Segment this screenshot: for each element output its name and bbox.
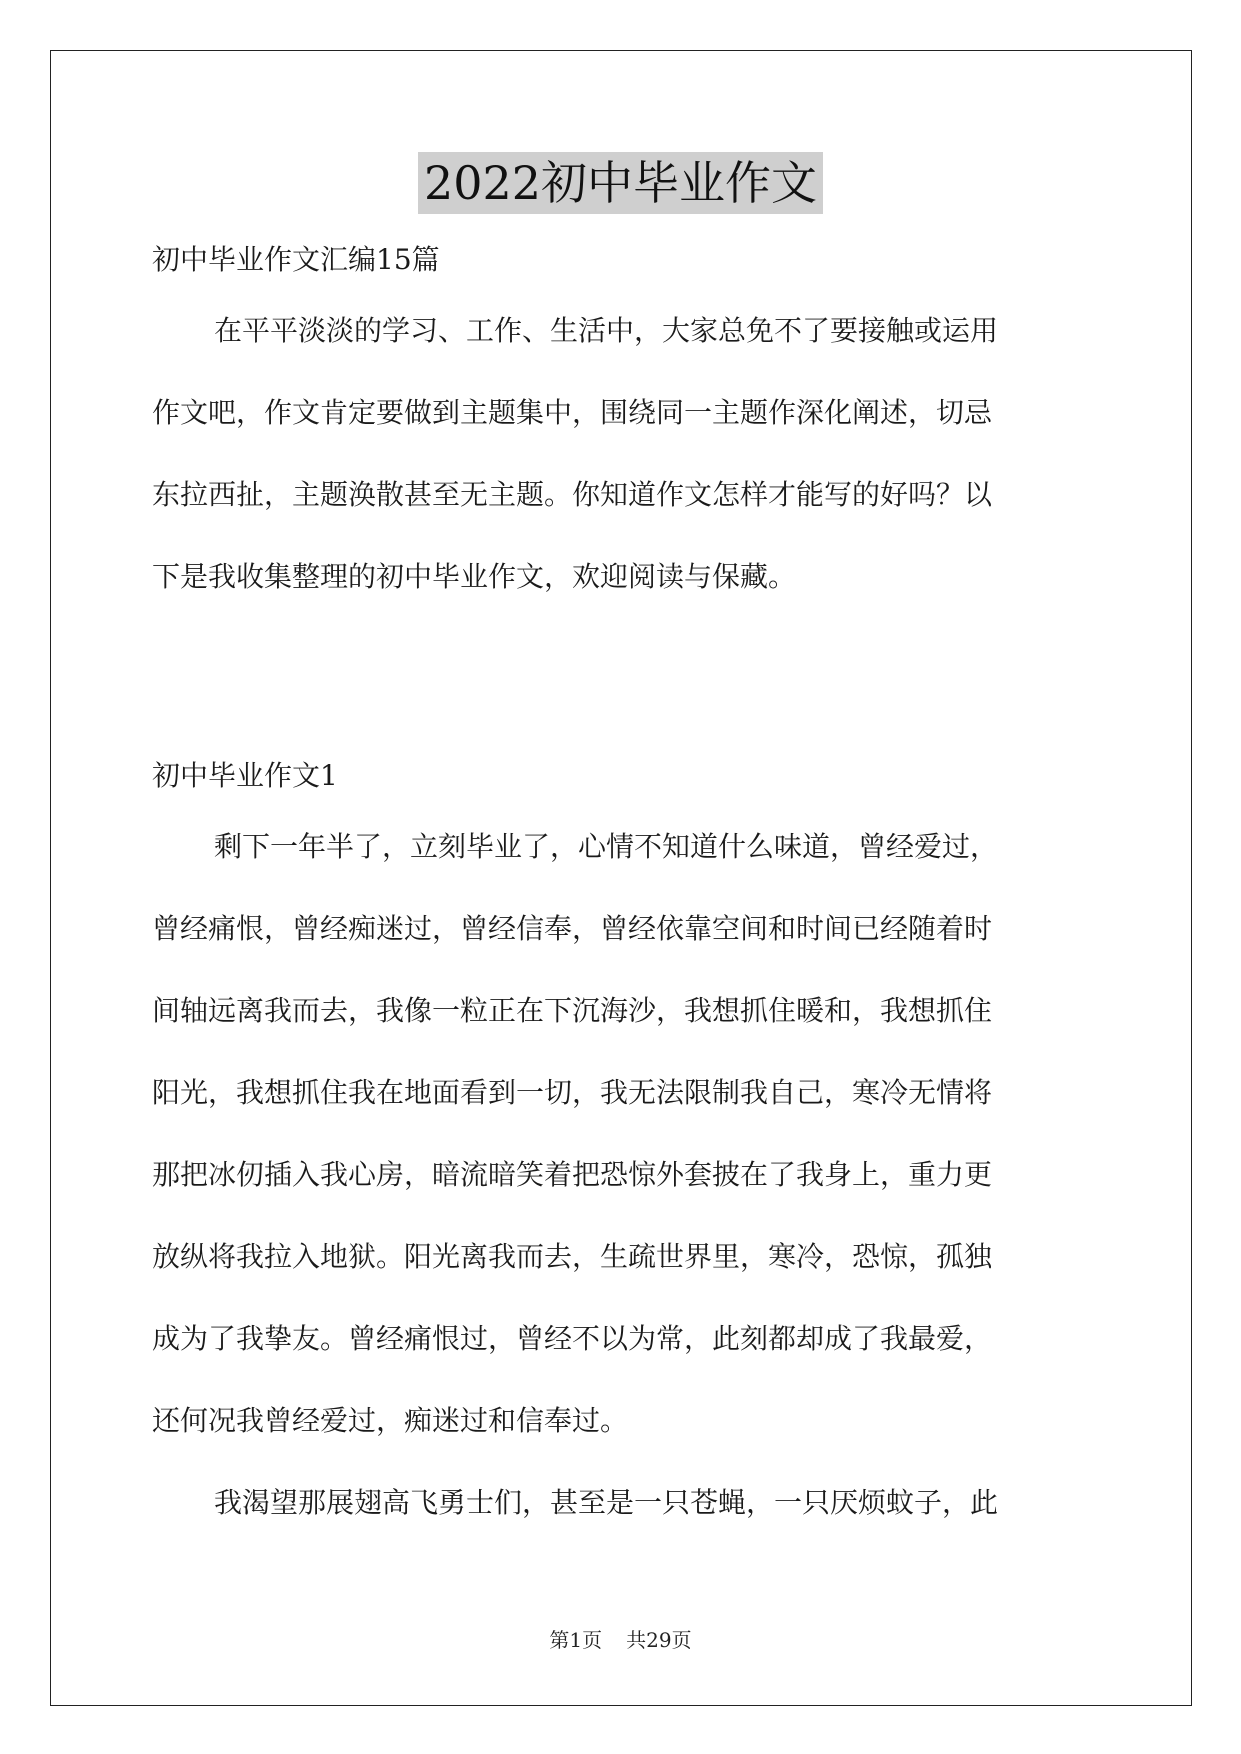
page-footer	[0, 1625, 1241, 1655]
essay-line: 成为了我挚友。曾经痛恨过，曾经不以为常，此刻都却成了我最爱，	[152, 1322, 993, 1355]
total-prefix: 共	[626, 1628, 647, 1652]
intro-line: 在平平淡淡的学习、工作、生活中，大家总免不了要接触或运用	[214, 314, 999, 347]
page-prefix: 第	[549, 1628, 570, 1652]
essay-line: 放纵将我拉入地狱。阳光离我而去，生疏世界里，寒冷，恐惊，孤独	[152, 1240, 993, 1273]
essay-line: 还何况我曾经爱过，痴迷过和信奉过。	[152, 1404, 629, 1437]
intro-paragraph	[152, 290, 1092, 618]
section-heading: 初中毕业作文1	[152, 759, 338, 792]
title-container	[0, 152, 1241, 214]
intro-line: 东拉西扯，主题涣散甚至无主题。你知道作文怎样才能写的好吗？以	[152, 478, 993, 511]
essay-paragraph	[152, 806, 1092, 1544]
essay-line: 间轴远离我而去，我像一粒正在下沉海沙，我想抓住暖和，我想抓住	[152, 994, 993, 1027]
essay-line: 曾经痛恨，曾经痴迷过，曾经信奉，曾经依靠空间和时间已经随着时	[152, 912, 993, 945]
intro-line: 下是我收集整理的初中毕业作文，欢迎阅读与保藏。	[152, 560, 797, 593]
document-subtitle: 初中毕业作文汇编15篇	[152, 243, 440, 276]
intro-line: 作文吧，作文肯定要做到主题集中，围绕同一主题作深化阐述，切忌	[152, 396, 993, 429]
document-title: 2022初中毕业作文	[418, 152, 823, 214]
essay-line: 我渴望那展翅高飞勇士们，甚至是一只苍蝇，一只厌烦蚊子，此	[214, 1486, 999, 1519]
essay-line: 剩下一年半了，立刻毕业了，心情不知道什么味道，曾经爱过，	[214, 830, 999, 863]
page-suffix: 页	[582, 1628, 603, 1652]
page-number: 1	[569, 1628, 583, 1652]
essay-line: 那把冰仞插入我心房，暗流暗笑着把恐惊外套披在了我身上，重力更	[152, 1158, 993, 1191]
essay-line: 阳光，我想抓住我在地面看到一切，我无法限制我自己，寒冷无情将	[152, 1076, 993, 1109]
total-pages: 29	[646, 1628, 672, 1652]
total-suffix: 页	[671, 1628, 692, 1652]
